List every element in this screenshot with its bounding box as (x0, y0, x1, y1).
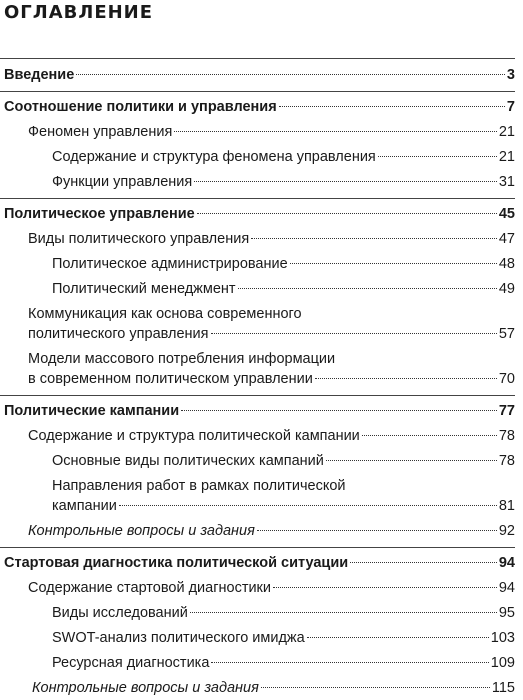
leader-dots (362, 435, 497, 436)
toc-entry-title: Ресурсная диагностика (52, 655, 210, 671)
toc-entry-section[interactable] (0, 426, 523, 446)
toc-entry-subsection[interactable] (0, 653, 523, 673)
toc-entry-title: SWOT-анализ политического имиджа (52, 630, 305, 646)
leader-dots (251, 238, 497, 239)
toc-entry-page: 109 (490, 655, 515, 671)
toc-entry-page: 21 (498, 149, 515, 165)
toc-entry-title: Содержание стартовой диагностики (28, 580, 272, 596)
toc-entry-title: в современном политическом управлении (28, 371, 313, 387)
page-title: ОГЛАВЛЕНИЕ (4, 2, 154, 23)
toc-entry-chapter[interactable] (0, 204, 523, 224)
leader-dots (273, 587, 497, 588)
leader-dots (238, 288, 497, 289)
leader-dots (174, 131, 497, 132)
toc-entry-title: Виды исследований (52, 605, 188, 621)
toc-entry-title: Контрольные вопросы и задания (32, 680, 259, 696)
toc-entry-page: 78 (498, 453, 515, 469)
toc-entry-subsection[interactable] (0, 172, 523, 192)
toc-entry-page: 94 (498, 555, 515, 571)
toc-entry-title: Основные виды политических кампаний (52, 453, 324, 469)
toc-entry-page: 95 (498, 605, 515, 621)
leader-dots (211, 333, 497, 334)
leader-dots (190, 612, 497, 613)
toc-entry-chapter[interactable] (0, 553, 523, 573)
toc-entry-title: политического управления (28, 326, 209, 342)
toc-entry-title: Функции управления (52, 174, 193, 190)
leader-dots (378, 156, 497, 157)
toc-entry-page: 7 (506, 99, 515, 115)
leader-dots (315, 378, 497, 379)
toc-entry-questions[interactable] (0, 678, 523, 698)
toc-entry-section[interactable] (0, 578, 523, 598)
leader-dots (261, 687, 490, 688)
leader-dots (290, 263, 497, 264)
toc-entry-title: Политические кампании (4, 403, 180, 419)
toc-entry-page: 21 (498, 124, 515, 140)
toc-entry-title: Политическое администрирование (52, 256, 288, 272)
leader-dots (194, 181, 497, 182)
toc-entry-page: 94 (498, 580, 515, 596)
toc-entry-title: Политический менеджмент (52, 281, 236, 297)
toc-entry-page: 48 (498, 256, 515, 272)
toc-entry-subsection[interactable] (0, 147, 523, 167)
toc-entry-title: кампании (52, 498, 117, 514)
toc-entry-chapter[interactable] (0, 97, 523, 117)
leader-dots (181, 410, 497, 411)
toc-entry-title: Политическое управление (4, 206, 195, 222)
toc-entry-questions[interactable] (0, 521, 523, 541)
toc-entry-title: Соотношение политики и управления (4, 99, 277, 115)
leader-dots (326, 460, 497, 461)
toc-entry-subsection[interactable] (0, 628, 523, 648)
toc-entry-subsection[interactable] (0, 603, 523, 623)
toc-entry-page: 57 (498, 326, 515, 342)
table-of-contents (0, 58, 523, 698)
toc-entry-page: 115 (491, 680, 515, 696)
toc-entry-page: 92 (498, 523, 515, 539)
toc-entry-subsection[interactable] (0, 476, 523, 516)
toc-entry-page: 31 (498, 174, 515, 190)
toc-entry-subsection[interactable] (0, 451, 523, 471)
toc-entry-title: Феномен управления (28, 124, 173, 140)
toc-entry-page: 103 (490, 630, 515, 646)
toc-entry-chapter[interactable] (0, 65, 523, 85)
toc-entry-chapter[interactable] (0, 401, 523, 421)
leader-dots (279, 106, 505, 107)
toc-entry-title: Контрольные вопросы и задания (28, 523, 255, 539)
toc-entry-title: Введение (4, 67, 75, 83)
leader-dots (350, 562, 497, 563)
toc-entry-subsection[interactable] (0, 254, 523, 274)
toc-entry-page: 78 (498, 428, 515, 444)
toc-entry-section[interactable] (0, 122, 523, 142)
toc-entry-title-line1: Коммуникация как основа современного (28, 306, 302, 322)
leader-dots (197, 213, 497, 214)
toc-entry-section[interactable] (0, 304, 523, 344)
toc-entry-page: 45 (498, 206, 515, 222)
toc-entry-section[interactable] (0, 229, 523, 249)
leader-dots (119, 505, 497, 506)
toc-entry-page: 47 (498, 231, 515, 247)
toc-entry-title: Содержание и структура политической кампании (28, 428, 360, 444)
toc-entry-page: 3 (506, 67, 515, 83)
toc-entry-page: 49 (498, 281, 515, 297)
toc-entry-page: 81 (498, 498, 515, 514)
toc-entry-page: 77 (498, 403, 515, 419)
toc-entry-title: Виды политического управления (28, 231, 250, 247)
toc-entry-title-line1: Направления работ в рамках политической (52, 478, 346, 494)
leader-dots (211, 662, 488, 663)
toc-entry-title: Содержание и структура феномена управления (52, 149, 376, 165)
toc-entry-subsection[interactable] (0, 279, 523, 299)
leader-dots (76, 74, 505, 75)
toc-entry-section[interactable] (0, 349, 523, 389)
toc-entry-page: 70 (498, 371, 515, 387)
toc-entry-title-line1: Модели массового потребления информации (28, 351, 336, 367)
leader-dots (307, 637, 489, 638)
toc-entry-title: Стартовая диагностика политической ситуации (4, 555, 349, 571)
leader-dots (257, 530, 497, 531)
